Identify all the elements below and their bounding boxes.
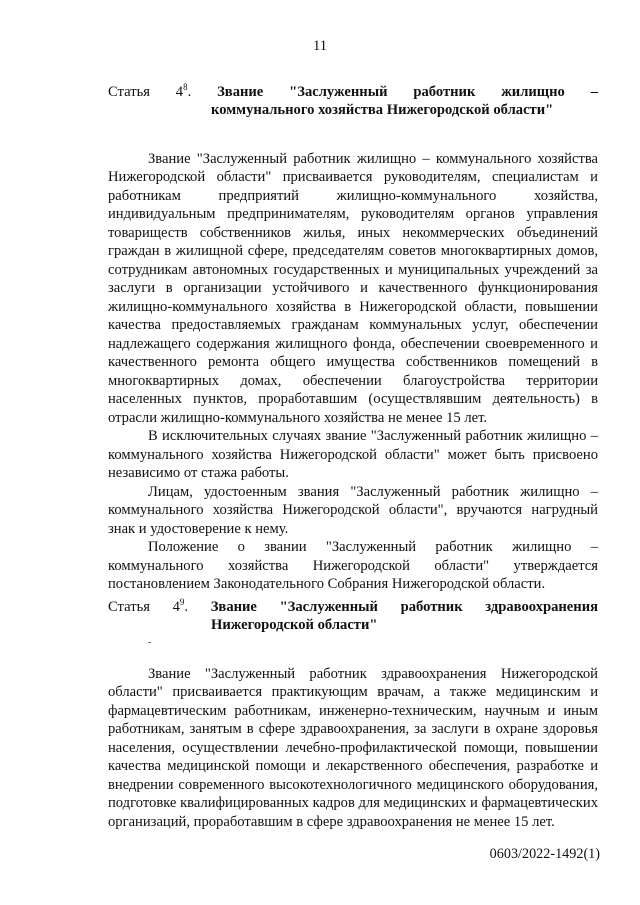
article-label: Статья $4^9$. bbox=[108, 597, 189, 615]
document-code: 0603/2022-1492(1) bbox=[489, 846, 600, 862]
article-paragraph: Звание "Заслуженный работник жилищно – коммунального хозяйства Нижегородской области" присваивается руководителям, специалистам и работникам предприятий жилищно-коммунального хозяйства, индивидуальным предпринимателям, руководителям органов управления товариществ собственников жилья, иных некоммерческих объединений граждан в жилищной сфере, председателям советов многоквартирных домов, сотрудникам автономных государственных и муниципальных учреждений за заслуги в организации устойчивого и качественного функционирования жилищно-коммунального хозяйства в Нижегородской области, повышении качества предоставляемых гражданам коммунальных услуг, обеспечении надлежащего содержания жилищного фонда, обеспечении своевременного и качественного ремонта общего имущества собственников помещений в многоквартирных домах, обеспечении благоустройства территории населенных пунктов, проработавшим (осуществлявшим деятельность) в отрасли жилищно-коммунального хозяйства не менее 15 лет. bbox=[108, 150, 598, 426]
article-4-9 bbox=[108, 593, 598, 831]
article-title-line-2: коммунального хозяйства Нижегородской области" bbox=[211, 102, 554, 119]
article-paragraph: Звание "Заслуженный работник здравоохранения Нижегородской области" присваивается практикующим врачам, а также медицинским и фармацевтическим работникам, инженерно-техническим, научным и иным работникам, занятым в сфере здравоохранения, за заслуги в охране здоровья населения, осуществлении лечебно-профилактической помощи, повышении качества медицинской помощи и лекарственного обеспечения, разработке и внедрении современного высокотехнологичного медицинского оборудования, подготовке квалифицированных кадров для медицинских и фармацевтических организаций, проработавшим в сфере здравоохранения не менее 15 лет. bbox=[108, 665, 598, 830]
article-paragraph: Положение о звании "Заслуженный работник жилищно – коммунального хозяйства Нижегородской области" утверждается постановлением Законодательного Собрания Нижегородской области. bbox=[108, 539, 598, 593]
article-heading bbox=[108, 593, 598, 616]
article-paragraph: В исключительных случаях звание "Заслуженный работник жилищно – коммунального хозяйства Нижегородской области" может быть присвоено независимо от стажа работы. bbox=[108, 428, 598, 482]
article-4-8 bbox=[108, 78, 598, 594]
article-paragraph: Лицам, удостоенным звания "Заслуженный работник жилищно – коммунального хозяйства Нижегородской области", вручаются нагрудный знак и удостоверение к нему. bbox=[108, 483, 598, 537]
scan-mark: - bbox=[148, 637, 152, 648]
article-title-line-1: Звание "Заслуженный работник здравоохранения bbox=[210, 598, 598, 615]
article-heading bbox=[108, 78, 598, 101]
page-number: 11 bbox=[312, 38, 328, 54]
article-title-line-2: Нижегородской области" bbox=[211, 617, 378, 634]
article-label: Статья $4^8$. bbox=[108, 82, 192, 100]
article-title-line-1: Звание "Заслуженный работник жилищно – bbox=[217, 83, 598, 100]
